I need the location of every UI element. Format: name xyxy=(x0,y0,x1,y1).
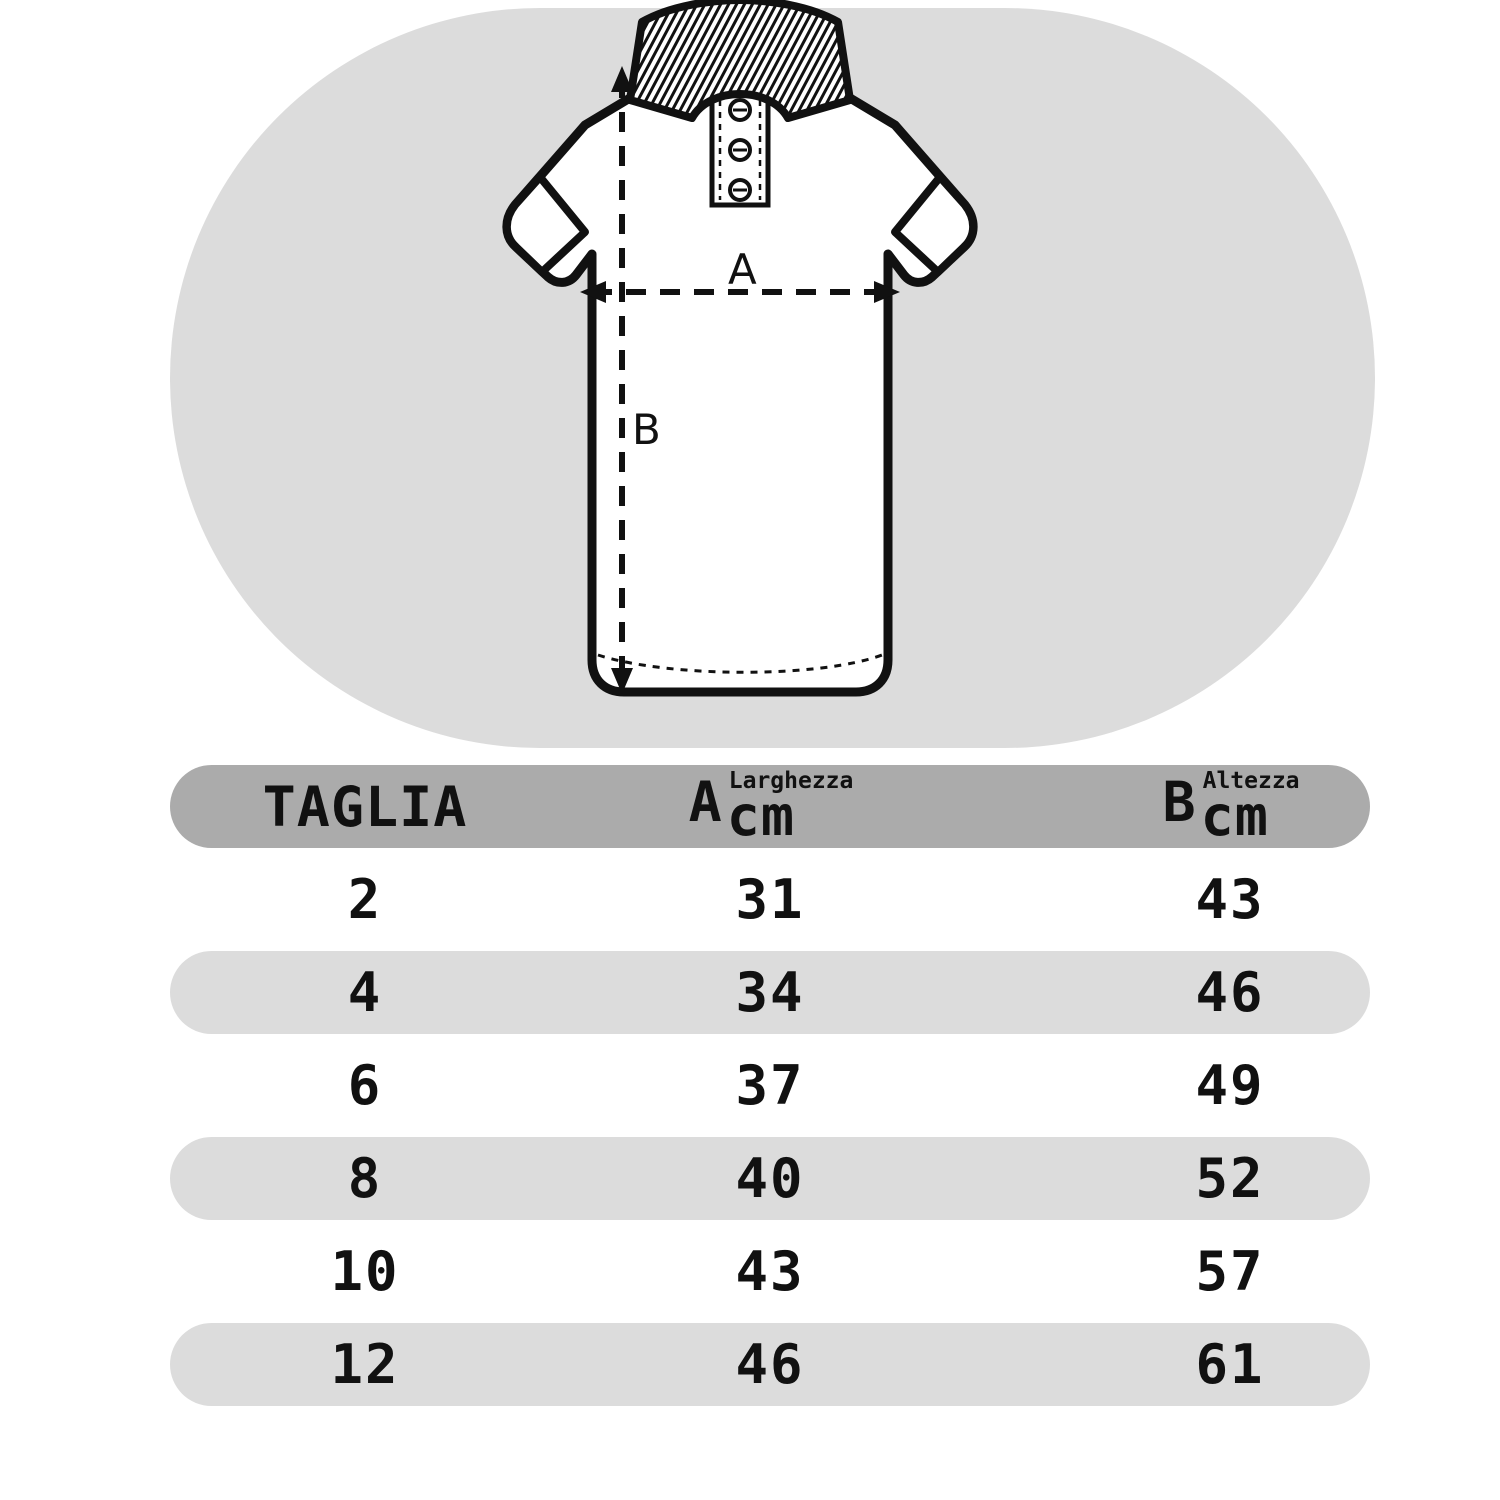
value-height: 52 xyxy=(1195,1147,1265,1210)
header-height-unit: cm xyxy=(1200,783,1269,848)
cell-height xyxy=(1020,1240,1440,1303)
measure-label-b: B xyxy=(632,405,661,454)
header-height xyxy=(1020,767,1440,848)
cell-height xyxy=(1020,1147,1440,1210)
cell-size xyxy=(170,1054,560,1117)
header-height-sub: Altezza xyxy=(1202,767,1300,794)
value-width: 46 xyxy=(735,1333,805,1396)
cell-size xyxy=(170,1240,560,1303)
cell-width xyxy=(560,868,980,931)
value-height: 49 xyxy=(1195,1054,1265,1117)
header-width-sub: Larghezza xyxy=(728,767,854,794)
header-height-letter: B xyxy=(1162,769,1197,834)
value-width: 40 xyxy=(735,1147,805,1210)
measure-label-a: A xyxy=(728,245,757,294)
value-size: 10 xyxy=(330,1240,400,1303)
table-row xyxy=(0,1039,1500,1132)
cell-width xyxy=(560,1240,980,1303)
table-row xyxy=(0,1132,1500,1225)
value-size: 6 xyxy=(347,1054,383,1117)
cell-width xyxy=(560,1147,980,1210)
value-size: 8 xyxy=(347,1147,383,1210)
cell-size xyxy=(170,961,560,1024)
table-row xyxy=(0,1225,1500,1318)
header-width xyxy=(560,767,980,848)
cell-size xyxy=(170,868,560,931)
cell-height xyxy=(1020,961,1440,1024)
table-row xyxy=(0,853,1500,946)
value-size: 12 xyxy=(330,1333,400,1396)
cell-width xyxy=(560,961,980,1024)
value-size: 2 xyxy=(347,868,383,931)
cell-width xyxy=(560,1333,980,1396)
value-height: 46 xyxy=(1195,961,1265,1024)
value-width: 31 xyxy=(735,868,805,931)
value-size: 4 xyxy=(347,961,383,1024)
cell-width xyxy=(560,1054,980,1117)
header-width-letter: A xyxy=(688,769,723,834)
cell-height xyxy=(1020,868,1440,931)
table-row xyxy=(0,946,1500,1039)
header-width-unit: cm xyxy=(726,783,795,848)
cell-size xyxy=(170,1147,560,1210)
value-height: 43 xyxy=(1195,868,1265,931)
table-header-row xyxy=(0,760,1500,853)
value-width: 34 xyxy=(735,961,805,1024)
polo-shirt-illustration xyxy=(420,0,1060,745)
buttons xyxy=(730,100,750,200)
table-row xyxy=(0,1318,1500,1411)
value-width: 37 xyxy=(735,1054,805,1117)
cell-height xyxy=(1020,1054,1440,1117)
size-table xyxy=(0,760,1500,1411)
cell-height xyxy=(1020,1333,1440,1396)
cell-size xyxy=(170,1333,560,1396)
value-height: 57 xyxy=(1195,1240,1265,1303)
value-width: 43 xyxy=(735,1240,805,1303)
value-height: 61 xyxy=(1195,1333,1265,1396)
header-size: TAGLIA xyxy=(262,774,468,839)
